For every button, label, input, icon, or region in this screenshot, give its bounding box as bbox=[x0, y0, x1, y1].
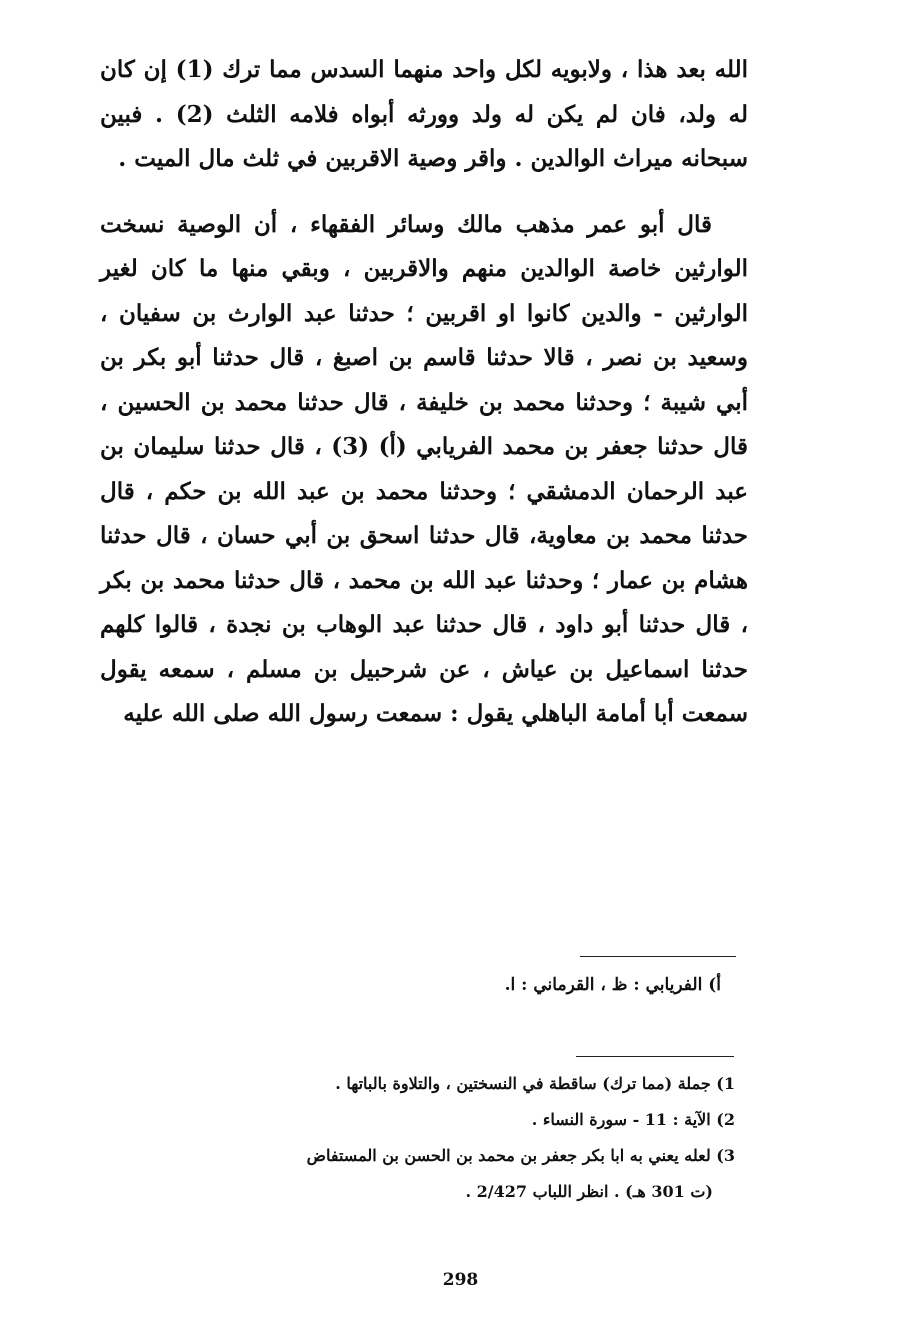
footnote-3-continuation: (ت 301 هـ) . انظر اللباب 2/427 . bbox=[465, 1182, 713, 1201]
variant-note: أ) الفريابي : ظ ، القرماني : ا. bbox=[504, 975, 721, 995]
footnote-2: 2) الآية : 11 - سورة النساء . bbox=[531, 1110, 735, 1129]
footnote-3: 3) لعله يعني به ابا بكر جعفر بن محمد بن الحسن بن المستفاض bbox=[306, 1146, 735, 1165]
page-number: 298 bbox=[442, 1270, 479, 1290]
variant-note-divider bbox=[580, 956, 736, 957]
footnote-1: 1) جملة (مما ترك) ساقطة في النسختين ، والتلاوة بالباتها . bbox=[335, 1074, 735, 1093]
paragraph-inheritance: الله بعد هذا ، ولابويه لكل واحد منهما السدس مما ترك (1) إن كان له ولد، فان لم يكن له ولد وورثه أبواه فلامه الثلث (2) . فبين سبحانه ميراث الوالدين . واقر وصية الاقربين في ثلث مال الميت . bbox=[100, 56, 749, 172]
paragraph-isnad: قال أبو عمر مذهب مالك وسائر الفقهاء ، أن الوصية نسخت الوارثين خاصة الوالدين منهم والاقربين ، وبقي منها ما كان لغير الوارثين - والدين كانوا او اقربين ؛ حدثنا عبد الوارث بن سفيان ، وسعيد بن نصر ، قالا حدثنا قاسم بن اصبغ ، قال حدثنا أبو بكر بن أبي شيبة ؛ وحدثنا محمد بن خليفة ، قال حدثنا محمد بن الحسين ، قال حدثنا جعفر بن محمد الفريابي (أ) (3) ، قال حدثنا سليمان بن عبد الرحمان الدمشقي ؛ وحدثنا محمد بن عبد الله بن حكم ، قال حدثنا محمد بن معاوية، قال حدثنا اسحق بن أبي حسان ، قال حدثنا هشام بن عمار ؛ وحدثنا عبد الله بن محمد ، قال حدثنا محمد بن بكر ، قال حدثنا أبو داود ، قال حدثنا عبد الوهاب بن نجدة ، قالوا كلهم حدثنا اسماعيل بن عياش ، عن شرحبيل بن مسلم ، سمعه يقول سمعت أبا أمامة الباهلي يقول : سمعت رسول الله صلى الله عليه bbox=[100, 210, 748, 727]
footnotes-divider bbox=[576, 1056, 734, 1057]
footnotes bbox=[100, 1066, 735, 1210]
main-text-block bbox=[100, 48, 748, 737]
